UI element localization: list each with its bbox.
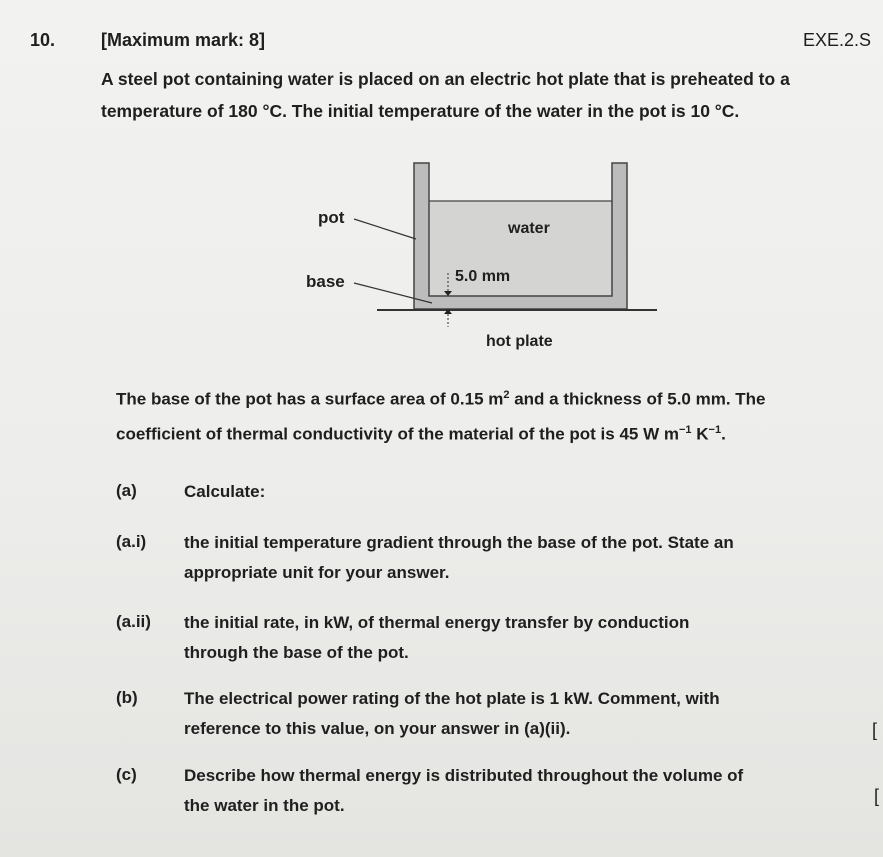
part-b-text [184,684,804,744]
part-ai-text [184,528,804,588]
part-c-line-2: the water in the pot. [184,796,345,815]
properties-text-1b: and a thickness of 5.0 mm. The [509,389,766,409]
properties-text-2c: . [721,424,726,444]
base-label: base [306,272,345,291]
properties-text-1a: The base of the pot has a surface area of 0.15 m [116,389,504,409]
properties-line-1 [116,380,816,415]
hot-plate-label: hot plate [486,333,553,350]
part-b-line-2: reference to this value, on your answer in (a)(ii). [184,719,571,738]
metre-exponent: −1 [678,423,692,436]
part-a-text: Calculate: [184,482,266,501]
question-number: 10. [30,30,56,50]
area-unit-exponent: 2 [503,389,510,401]
part-aii-line-2: through the base of the pot. [184,643,409,662]
part-ai-label: (a.i) [116,532,147,551]
pot-label: pot [318,208,345,227]
pot-properties-paragraph [116,380,816,449]
maximum-mark: [Maximum mark: 8] [101,30,266,50]
part-ai-line-1: the initial temperature gradient through the base of the pot. State an [184,533,734,552]
question-code: EXE.2.S [802,30,871,50]
intro-line-1: A steel pot containing water is placed on an electric hot plate that is preheated to a [101,69,790,89]
thickness-label: 5.0 mm [455,268,511,285]
question-intro [101,63,861,127]
part-aii-label: (a.ii) [116,612,151,631]
part-c-text [184,761,804,821]
part-aii-text [184,608,804,668]
pot-leader-line [354,219,416,239]
part-aii-line-1: the initial rate, in kW, of thermal energy transfer by conduction [184,613,690,632]
kelvin-exponent: −1 [708,423,722,436]
mark-bracket-b: [ [871,720,877,740]
properties-line-2 [116,415,816,450]
part-c-line-1: Describe how thermal energy is distributed throughout the volume of [184,766,744,785]
water-label: water [508,220,550,237]
part-c-label: (c) [116,765,137,784]
part-b-label: (b) [116,688,138,707]
pot-diagram [290,155,670,365]
part-a-label: (a) [116,481,137,500]
part-ai-line-2: appropriate unit for your answer. [184,563,450,582]
mark-bracket-c: [ [873,786,879,806]
intro-line-2: temperature of 180 °C. The initial temperature of the water in the pot is 10 °C. [101,101,740,121]
properties-text-2a: coefficient of thermal conductivity of the material of the pot is 45 W m [116,424,679,444]
part-b-line-1: The electrical power rating of the hot plate is 1 kW. Comment, with [184,689,720,708]
properties-text-2b: K [691,424,709,444]
